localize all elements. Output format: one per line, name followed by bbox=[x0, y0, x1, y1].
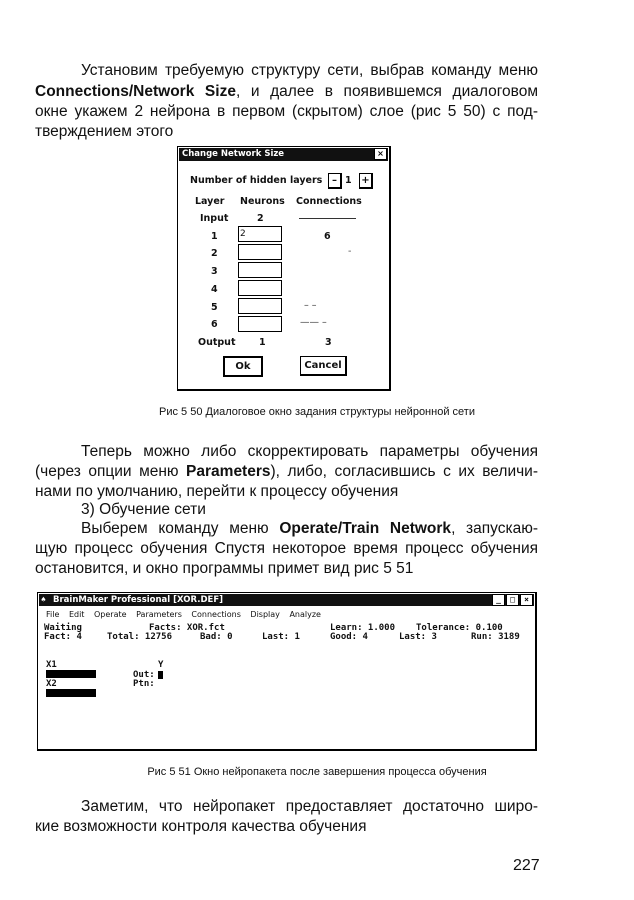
dialog-title: Change Network Size bbox=[179, 148, 388, 161]
paragraph-line: Заметим, что нейропакет предоставляет достаточно широ- bbox=[81, 798, 538, 815]
status-waiting: Waiting bbox=[44, 623, 82, 633]
app-icon: ♠ bbox=[41, 595, 46, 604]
menu-command-text: Operate/Train Network bbox=[279, 520, 452, 537]
neurons-input-layer-2[interactable] bbox=[238, 244, 282, 260]
layer-number: 3 bbox=[211, 266, 218, 277]
layer-number: 4 bbox=[211, 284, 218, 295]
neurons-input-layer-6[interactable] bbox=[238, 316, 282, 332]
connections-value: - bbox=[348, 246, 352, 257]
menu-command-text: Connections/Network Size bbox=[35, 83, 236, 100]
column-header-layer: Layer bbox=[195, 196, 225, 207]
text-span: , и далее в появившемся диалоговом bbox=[235, 83, 538, 100]
output-neurons-value: 1 bbox=[259, 337, 266, 348]
status-fact: Fact: 4 bbox=[44, 632, 82, 642]
menu-display[interactable]: Display bbox=[250, 610, 280, 619]
menu-connections[interactable]: Connections bbox=[191, 610, 241, 619]
dialog-close-icon[interactable]: × bbox=[374, 148, 387, 160]
output-layer-label: Output bbox=[198, 337, 236, 348]
column-header-neurons: Neurons bbox=[240, 196, 285, 207]
status-good: Good: 4 bbox=[330, 632, 368, 642]
connections-value: 6 bbox=[324, 231, 331, 242]
layer-number: 5 bbox=[211, 302, 218, 313]
status-run: Run: 3189 bbox=[471, 632, 520, 642]
ok-button[interactable]: Ok bbox=[223, 356, 263, 377]
paragraph-line: Установим требуемую структуру сети, выбрав команду меню bbox=[81, 62, 538, 79]
neurons-input-layer-5[interactable] bbox=[238, 298, 282, 314]
output-ptn-label: Ptn: bbox=[133, 679, 155, 689]
paragraph-line bbox=[35, 82, 538, 103]
section-heading: 3) Обучение сети bbox=[81, 501, 206, 518]
menu-command-text: Parameters bbox=[186, 463, 271, 480]
status-facts-file: Facts: XOR.fct bbox=[149, 623, 225, 633]
paragraph-line: Теперь можно либо скорректировать параметры обучения bbox=[81, 443, 538, 460]
text-span: , запускаю- bbox=[451, 520, 538, 537]
column-header-connections: Connections bbox=[296, 196, 362, 207]
status-learn: Learn: 1.000 bbox=[330, 623, 396, 633]
figure-caption: Рис 5 51 Окно нейропакета после завершения процесса обучения bbox=[147, 766, 487, 778]
minimize-icon[interactable]: _ bbox=[492, 594, 505, 606]
brainmaker-window bbox=[37, 592, 537, 751]
neurons-input-layer-3[interactable] bbox=[238, 262, 282, 278]
output-connections-value: 3 bbox=[325, 337, 332, 348]
increase-layers-button[interactable]: + bbox=[359, 173, 373, 189]
layer-number: 1 bbox=[211, 231, 218, 242]
menu-bar bbox=[46, 610, 328, 619]
status-bad: Bad: 0 bbox=[200, 632, 233, 642]
input-layer-label: Input bbox=[200, 213, 229, 224]
menu-edit[interactable]: Edit bbox=[68, 610, 85, 619]
paragraph-line: остановится, и окно программы примет вид рис 5 51 bbox=[35, 560, 414, 577]
input-x2-bar bbox=[46, 689, 96, 697]
window-title: BrainMaker Professional [XOR.DEF] bbox=[39, 594, 534, 606]
input-x1-bar bbox=[46, 670, 96, 678]
text-span: Выберем команду меню bbox=[81, 520, 280, 537]
input-neurons-value: 2 bbox=[257, 213, 264, 224]
paragraph-line bbox=[35, 462, 538, 483]
neurons-input-layer-1[interactable]: 2 bbox=[238, 226, 282, 242]
text-span: ), либо, согласившись с их величи- bbox=[270, 463, 538, 480]
status-total: Total: 12756 bbox=[107, 632, 173, 642]
cancel-button[interactable]: Cancel bbox=[300, 356, 347, 376]
menu-file[interactable]: File bbox=[46, 610, 60, 619]
input-x2-label: X2 bbox=[46, 679, 57, 689]
connections-value: – – bbox=[304, 300, 317, 311]
input-x1-label: X1 bbox=[46, 660, 57, 670]
text-span: (через опции меню bbox=[35, 463, 187, 480]
neurons-input-layer-4[interactable] bbox=[238, 280, 282, 296]
paragraph-line: кие возможности контроля качества обучения bbox=[35, 818, 367, 835]
change-network-size-dialog bbox=[177, 146, 391, 391]
output-out-label: Out: bbox=[133, 670, 155, 680]
status-last-1: Last: 1 bbox=[262, 632, 300, 642]
hidden-layers-label: Number of hidden layers bbox=[190, 175, 323, 186]
hidden-layers-value: 1 bbox=[345, 175, 352, 186]
layer-number: 2 bbox=[211, 248, 218, 259]
output-y-label: Y bbox=[158, 660, 164, 670]
figure-caption: Рис 5 50 Диалоговое окно задания структуры нейронной сети bbox=[159, 406, 475, 418]
menu-parameters[interactable]: Parameters bbox=[136, 610, 182, 619]
status-tolerance: Tolerance: 0.100 bbox=[416, 623, 503, 633]
decrease-layers-button[interactable]: – bbox=[328, 173, 342, 189]
layer-number: 6 bbox=[211, 319, 218, 330]
paragraph-line: нами по умолчанию, перейти к процессу обучения bbox=[35, 483, 399, 500]
paragraph-line: окне укажем 2 нейрона в первом (скрытом) слое (рис 5 50) с под- bbox=[35, 103, 538, 120]
status-last-3: Last: 3 bbox=[399, 632, 437, 642]
divider-line bbox=[299, 218, 356, 219]
output-out-bar bbox=[158, 671, 163, 679]
menu-operate[interactable]: Operate bbox=[93, 610, 127, 619]
maximize-icon[interactable]: □ bbox=[506, 594, 519, 606]
close-icon[interactable]: × bbox=[520, 594, 533, 606]
page-number: 227 bbox=[513, 857, 540, 874]
paragraph-line bbox=[35, 519, 538, 540]
paragraph-line: тверждением этого bbox=[35, 123, 174, 140]
paragraph-line: щую процесс обучения Спустя некоторое время процесс обучения bbox=[35, 540, 538, 557]
menu-analyze[interactable]: Analyze bbox=[289, 610, 321, 619]
connections-value: —— – bbox=[300, 317, 327, 328]
